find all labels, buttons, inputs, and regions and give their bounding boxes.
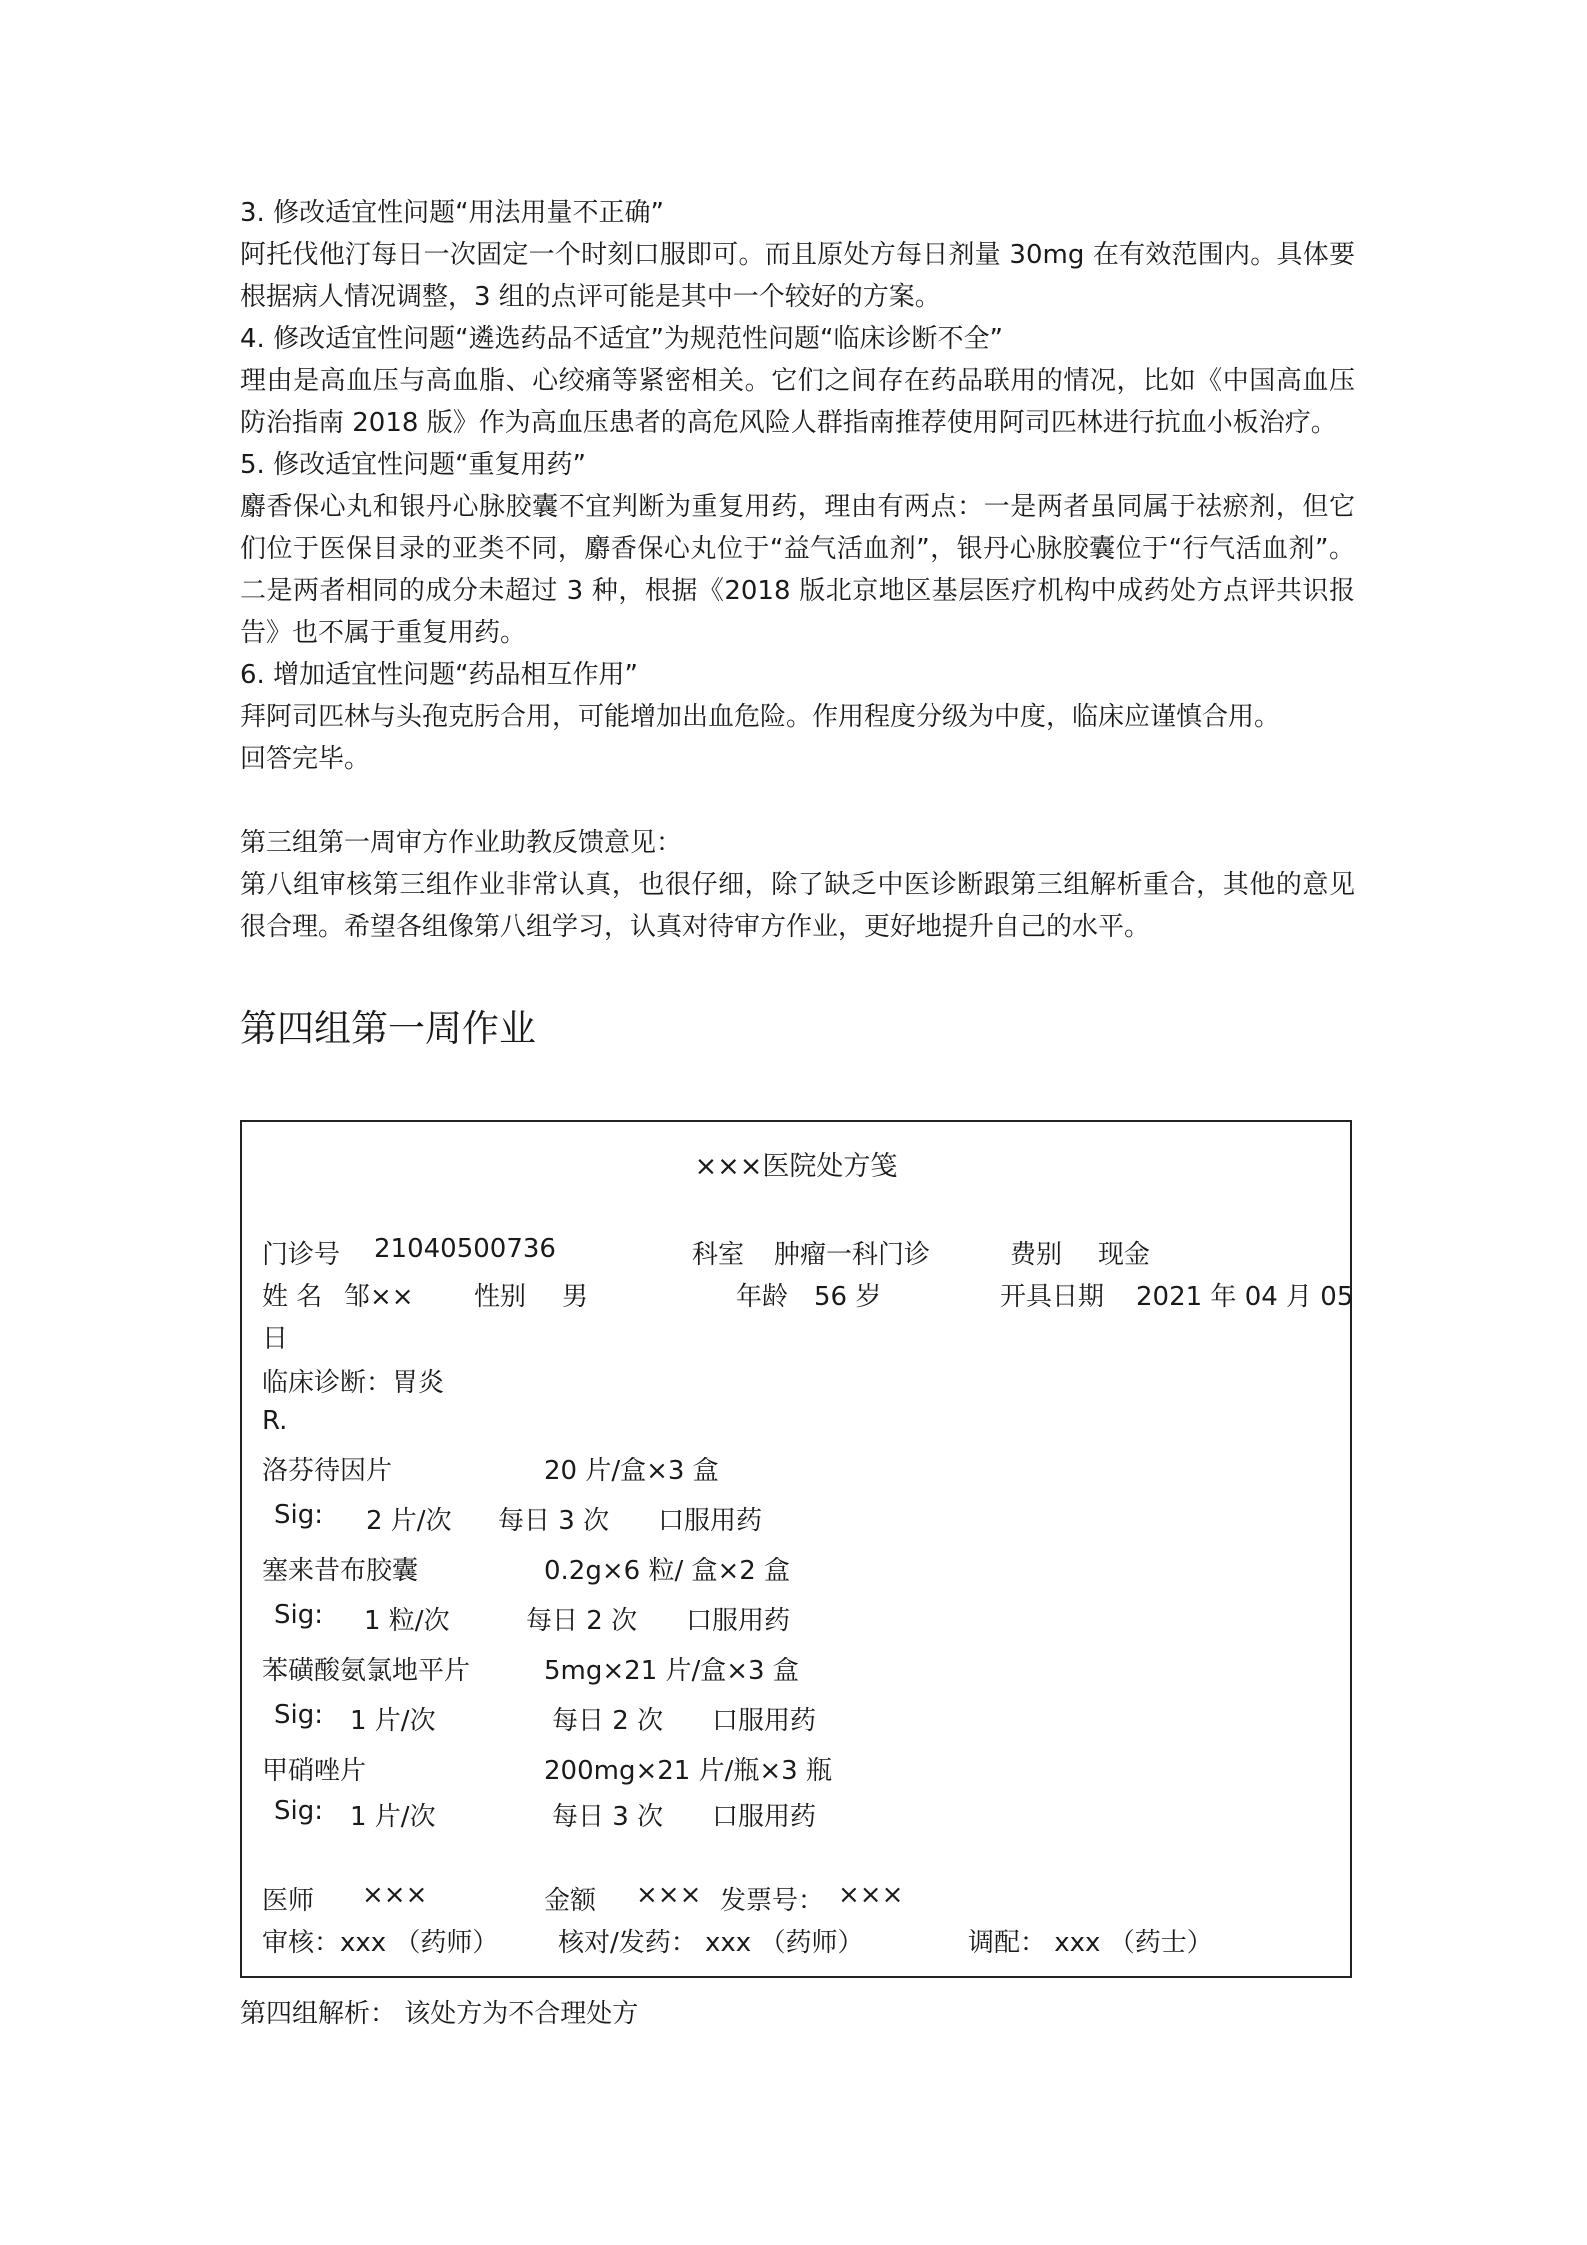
item-5-text: 麝香保心丸和银丹心脉胶囊不宜判断为重复用药，理由有两点：一是两者虽同属于祛瘀剂，但它们位于医保目录的亚类不同，麝香保心丸位于“益气活血剂”，银丹心脉胶囊位于“行气活血剂”。二是两者相同的成分未超过 3 种，根据《2018 版北京地区基层医疗机构中成药处方点评共识报告》也不属于重复用药。 [240,492,1355,648]
sig-route: 口服用药 [712,1802,817,1832]
sig-dose: 1 粒/次 [364,1606,450,1636]
drug-spec: 5mg×21 片/盒×3 盒 [544,1656,799,1686]
feedback-title: 第三组第一周审方作业助教反馈意见： [240,828,683,858]
item-6-heading: 6. 增加适宜性问题“药品相互作用” [240,660,639,690]
prescription-title: ×××医院处方笺 [694,1151,898,1182]
section-heading: 第四组第一周作业 [240,1007,536,1050]
sig-dose: 1 片/次 [350,1706,436,1736]
drug-spec: 20 片/盒×3 盒 [544,1456,719,1486]
rp-label: R. [262,1406,288,1436]
sig-dose: 1 片/次 [350,1802,436,1832]
invoice-value: ××× [838,1880,904,1910]
date-label: 开具日期 [1000,1282,1105,1312]
sig-route: 口服用药 [686,1606,791,1636]
drug-spec: 200mg×21 片/瓶×3 瓶 [544,1756,832,1786]
item-6-text: 拜阿司匹林与头孢克肟合用，可能增加出血危险。作用程度分级为中度，临床应谨慎合用。 [240,702,1281,732]
sig-frequency: 每日 2 次 [552,1706,664,1736]
outpatient-label: 门诊号 [262,1240,341,1270]
sex-value: 男 [562,1282,589,1312]
doctor-label: 医师 [262,1886,315,1916]
fee-label: 费别 [1010,1240,1063,1270]
date-continued: 日 [262,1324,289,1354]
sig-frequency: 每日 3 次 [552,1802,664,1832]
item-4-heading: 4. 修改适宜性问题“遴选药品不适宜”为规范性问题“临床诊断不全” [240,324,1003,354]
date-value: 2021 年 04 月 05 [1136,1282,1354,1312]
item-4-text: 理由是高血压与高血脂、心绞痛等紧密相关。它们之间存在药品联用的情况，比如《中国高血压防治指南 2018 版》作为高血压患者的高危风险人群指南推荐使用阿司匹林进行抗血小板治疗。 [240,366,1355,438]
item-3-heading: 3. 修改适宜性问题“用法用量不正确” [240,198,665,228]
drug-name: 塞来昔布胶囊 [262,1556,419,1586]
name-label: 姓 名 [262,1282,323,1312]
sig-label: Sig: [274,1700,323,1730]
sig-label: Sig: [274,1500,323,1530]
prescription-box [240,1120,1352,1978]
sig-label: Sig: [274,1600,323,1630]
drug-spec: 0.2g×6 粒/ 盒×2 盒 [544,1556,791,1586]
age-value: 56 岁 [814,1282,882,1312]
group4-analysis: 第四组解析： 该处方为不合理处方 [240,1999,639,2029]
body-text [240,192,1355,1068]
dispenser: 调配： xxx （药士） [968,1928,1213,1958]
review-pharmacist: 审核：xxx （药师） [262,1928,499,1958]
amount-label: 金额 [544,1886,597,1916]
drug-name: 甲硝唑片 [262,1756,367,1786]
dept-value: 肿瘤一科门诊 [774,1240,931,1270]
age-label: 年龄 [736,1282,789,1312]
sig-frequency: 每日 2 次 [526,1606,638,1636]
invoice-label: 发票号： [720,1886,825,1916]
fee-value: 现金 [1098,1240,1151,1270]
sex-label: 性别 [474,1282,527,1312]
sig-frequency: 每日 3 次 [498,1506,610,1536]
feedback-text: 第八组审核第三组作业非常认真，也很仔细，除了缺乏中医诊断跟第三组解析重合，其他的意见很合理。希望各组像第八组学习，认真对待审方作业，更好地提升自己的水平。 [240,870,1355,942]
sig-dose: 2 片/次 [366,1506,452,1536]
closing-text: 回答完毕。 [240,744,371,774]
dept-label: 科室 [692,1240,745,1270]
outpatient-no: 21040500736 [374,1234,556,1264]
sig-route: 口服用药 [712,1706,817,1736]
clinical-diagnosis: 临床诊断：胃炎 [262,1368,445,1398]
name-value: 邹×× [344,1282,414,1312]
item-3-text: 阿托伐他汀每日一次固定一个时刻口服即可。而且原处方每日剂量 30mg 在有效范围内。具体要根据病人情况调整，3 组的点评可能是其中一个较好的方案。 [240,240,1355,312]
sig-label: Sig: [274,1796,323,1826]
doctor-value: ××× [362,1880,428,1910]
sig-route: 口服用药 [658,1506,763,1536]
amount-value: ××× [636,1880,702,1910]
item-5-heading: 5. 修改适宜性问题“重复用药” [240,450,587,480]
drug-name: 洛芬待因片 [262,1456,393,1486]
drug-name: 苯磺酸氨氯地平片 [262,1656,471,1686]
check-dispense: 核对/发药： xxx （药师） [558,1928,864,1958]
